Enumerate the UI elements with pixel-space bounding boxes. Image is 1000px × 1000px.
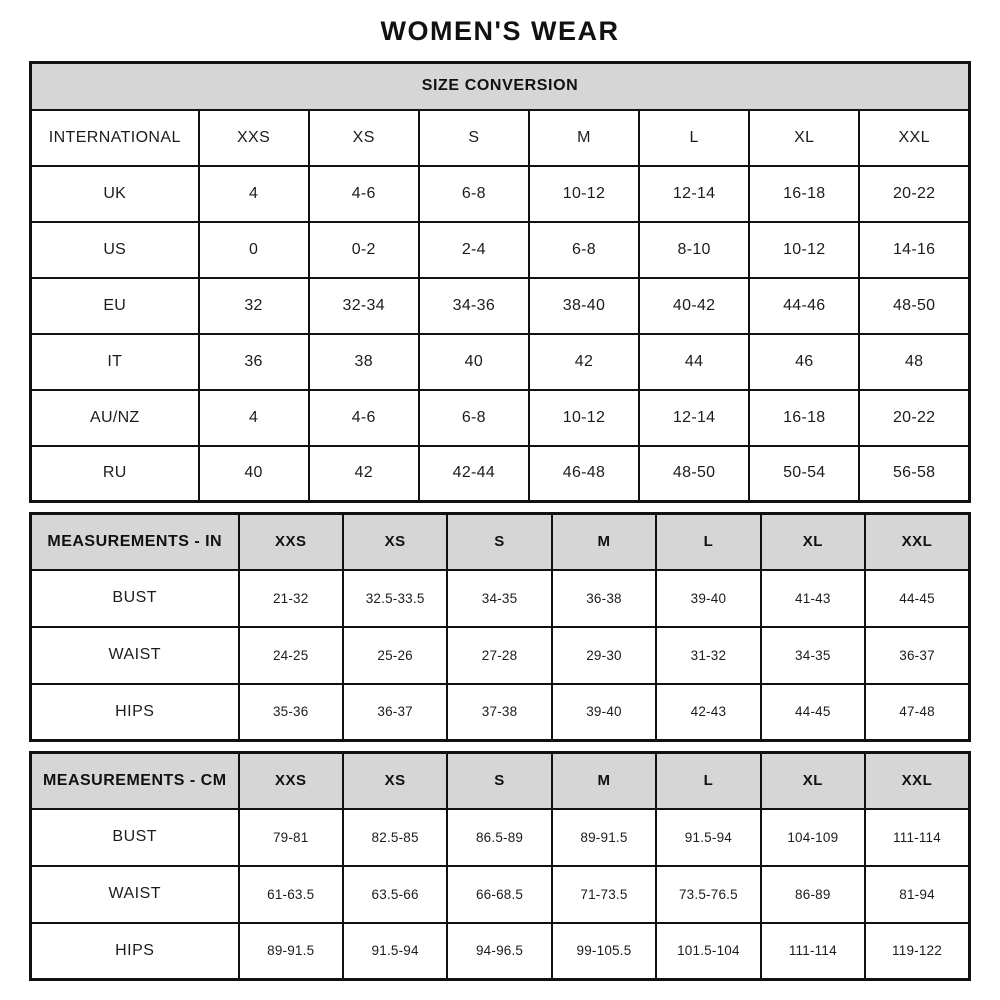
cell-value: 8-10 [639,222,749,278]
row-label: UK [31,166,199,222]
column-header: MEASUREMENTS - IN [31,514,239,570]
cell-value: 10-12 [529,390,639,446]
cell-value: 0 [199,222,309,278]
cell-value: 44-46 [749,278,859,334]
cell-value: 21-32 [239,570,343,627]
cell-value: 20-22 [859,390,969,446]
cell-value: 46-48 [529,446,639,502]
cell-value: 41-43 [761,570,865,627]
table-row [31,166,970,222]
column-header: XXL [865,753,969,809]
cell-value: 10-12 [529,166,639,222]
cell-value: 36-37 [343,684,447,741]
cell-value: 36-37 [865,627,969,684]
column-header: INTERNATIONAL [31,110,199,166]
cell-value: 20-22 [859,166,969,222]
cell-value: 2-4 [419,222,529,278]
cell-value: 50-54 [749,446,859,502]
cell-value: 36-38 [552,570,656,627]
cell-value: 94-96.5 [447,923,551,980]
column-header: M [529,110,639,166]
table-row [31,684,970,741]
table-row [31,222,970,278]
cell-value: 6-8 [419,390,529,446]
column-header: XS [343,753,447,809]
cell-value: 44-45 [761,684,865,741]
column-header: XL [749,110,859,166]
column-header: S [447,514,551,570]
cell-value: 0-2 [309,222,419,278]
cell-value: 34-35 [447,570,551,627]
row-label: EU [31,278,199,334]
cell-value: 119-122 [865,923,969,980]
row-label: WAIST [31,627,239,684]
table-row [31,570,970,627]
row-label: WAIST [31,866,239,923]
cell-value: 10-12 [749,222,859,278]
cell-value: 16-18 [749,166,859,222]
column-header: XS [309,110,419,166]
cell-value: 89-91.5 [552,809,656,866]
cell-value: 42-44 [419,446,529,502]
cell-value: 63.5-66 [343,866,447,923]
row-label: IT [31,334,199,390]
cell-value: 44 [639,334,749,390]
cell-value: 111-114 [865,809,969,866]
cell-value: 12-14 [639,390,749,446]
cell-value: 32 [199,278,309,334]
cell-value: 4-6 [309,166,419,222]
row-label: HIPS [31,684,239,741]
cell-value: 32-34 [309,278,419,334]
cell-value: 42 [309,446,419,502]
column-header-row [31,514,970,570]
cell-value: 31-32 [656,627,760,684]
column-header: XXL [865,514,969,570]
cell-value: 36 [199,334,309,390]
cell-value: 39-40 [552,684,656,741]
row-label: AU/NZ [31,390,199,446]
table-row [31,866,970,923]
cell-value: 4 [199,390,309,446]
cell-value: 86.5-89 [447,809,551,866]
column-header: XXL [859,110,969,166]
cell-value: 79-81 [239,809,343,866]
column-header: XL [761,514,865,570]
cell-value: 48-50 [859,278,969,334]
cell-value: 4-6 [309,390,419,446]
cell-value: 14-16 [859,222,969,278]
cell-value: 39-40 [656,570,760,627]
cell-value: 25-26 [343,627,447,684]
cell-value: 38 [309,334,419,390]
column-header: L [639,110,749,166]
cell-value: 27-28 [447,627,551,684]
column-header: XXS [199,110,309,166]
cell-value: 35-36 [239,684,343,741]
size-conversion-table [29,61,971,503]
cell-value: 89-91.5 [239,923,343,980]
cell-value: 61-63.5 [239,866,343,923]
column-header: L [656,753,760,809]
cell-value: 81-94 [865,866,969,923]
cell-value: 24-25 [239,627,343,684]
column-header-row [31,753,970,809]
cell-value: 37-38 [447,684,551,741]
table-banner-row [31,63,970,110]
cell-value: 111-114 [761,923,865,980]
cell-value: 47-48 [865,684,969,741]
measurements-cm-table [29,751,971,981]
table-row [31,278,970,334]
table-row [31,334,970,390]
table-row [31,446,970,502]
cell-value: 12-14 [639,166,749,222]
cell-value: 48 [859,334,969,390]
cell-value: 6-8 [419,166,529,222]
cell-value: 66-68.5 [447,866,551,923]
column-header: M [552,753,656,809]
cell-value: 101.5-104 [656,923,760,980]
cell-value: 44-45 [865,570,969,627]
cell-value: 86-89 [761,866,865,923]
cell-value: 34-36 [419,278,529,334]
table-row [31,809,970,866]
column-header: XXS [239,753,343,809]
cell-value: 46 [749,334,859,390]
table-row [31,390,970,446]
column-header: MEASUREMENTS - CM [31,753,239,809]
cell-value: 71-73.5 [552,866,656,923]
cell-value: 40 [199,446,309,502]
cell-value: 34-35 [761,627,865,684]
column-header: XS [343,514,447,570]
cell-value: 38-40 [529,278,639,334]
cell-value: 82.5-85 [343,809,447,866]
measurements-in-table [29,512,971,742]
cell-value: 6-8 [529,222,639,278]
cell-value: 40 [419,334,529,390]
column-header: L [656,514,760,570]
cell-value: 91.5-94 [343,923,447,980]
cell-value: 40-42 [639,278,749,334]
cell-value: 42 [529,334,639,390]
column-header: XXS [239,514,343,570]
page-title: WOMEN'S WEAR [380,16,620,46]
table-banner: SIZE CONVERSION [31,63,970,110]
cell-value: 29-30 [552,627,656,684]
cell-value: 32.5-33.5 [343,570,447,627]
row-label: BUST [31,570,239,627]
column-header: S [419,110,529,166]
column-header: XL [761,753,865,809]
cell-value: 56-58 [859,446,969,502]
cell-value: 16-18 [749,390,859,446]
cell-value: 4 [199,166,309,222]
row-label: BUST [31,809,239,866]
row-label: US [31,222,199,278]
cell-value: 42-43 [656,684,760,741]
row-label: RU [31,446,199,502]
cell-value: 91.5-94 [656,809,760,866]
column-header: M [552,514,656,570]
column-header: S [447,753,551,809]
cell-value: 104-109 [761,809,865,866]
cell-value: 48-50 [639,446,749,502]
cell-value: 73.5-76.5 [656,866,760,923]
table-row [31,627,970,684]
row-label: HIPS [31,923,239,980]
table-row [31,923,970,980]
column-header-row [31,110,970,166]
cell-value: 99-105.5 [552,923,656,980]
